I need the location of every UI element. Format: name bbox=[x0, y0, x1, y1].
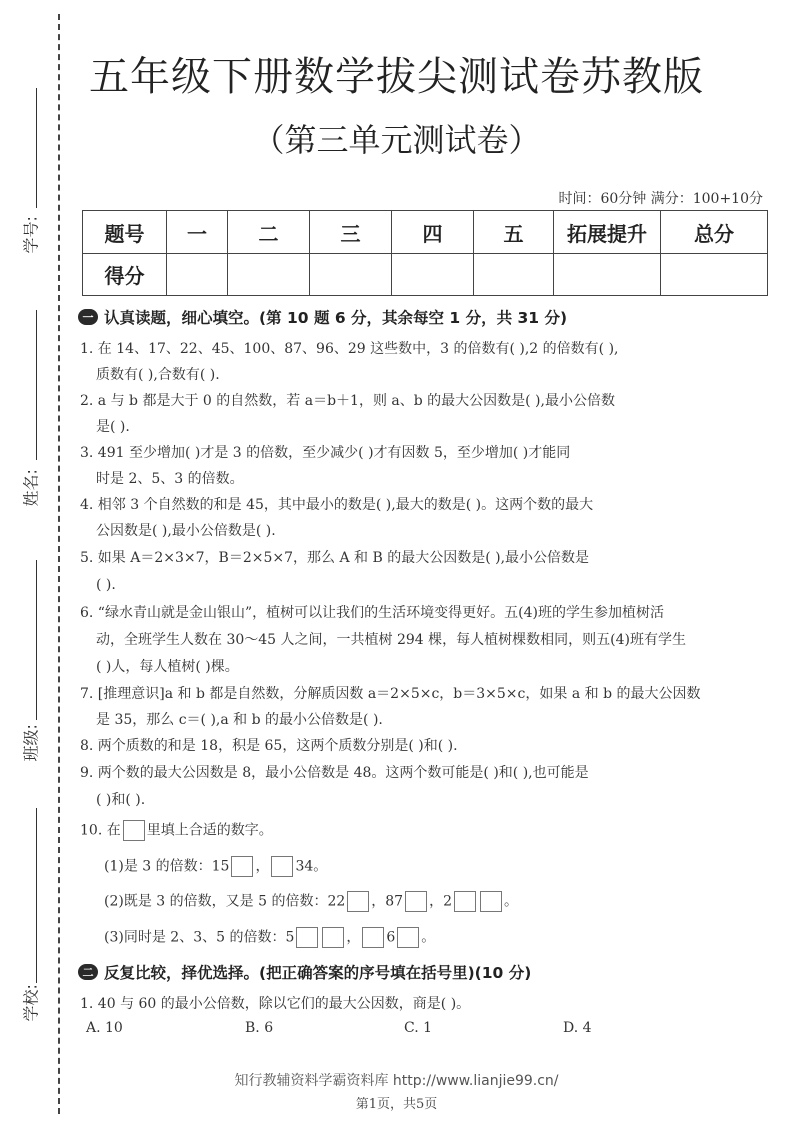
page-number: 第1页，共5页 bbox=[355, 1097, 438, 1112]
score-table bbox=[82, 210, 768, 296]
digit-box[interactable] bbox=[296, 927, 318, 948]
school-line bbox=[36, 808, 37, 983]
question-9-line-2: ( )和( ). bbox=[96, 792, 146, 808]
score-table-cell: 总分 bbox=[661, 211, 768, 254]
digit-box[interactable] bbox=[271, 856, 293, 877]
footer-source-link[interactable]: 知行教辅资料学霸资料库 http://www.lianjie99.cn/ bbox=[234, 1073, 559, 1089]
class-label: 班级: bbox=[21, 724, 41, 762]
question-1-line-1: 1. 在 14、17、22、45、100、87、96、29 这些数中，3 的倍数有( ),2 的倍数有( ), bbox=[80, 341, 619, 357]
score-table-cell: 四 bbox=[392, 211, 474, 254]
school-label: 学校: bbox=[21, 984, 41, 1022]
class-line bbox=[36, 560, 37, 720]
score-table-score-row bbox=[83, 254, 768, 296]
part-1-suffix: 34。 bbox=[295, 858, 328, 875]
question-6-line-2: 动，全班学生人数在 30～45 人之间，一共植树 294 棵，每人植树棵数相同，则五(4)班有学生 bbox=[96, 632, 686, 648]
score-input-cell[interactable] bbox=[661, 254, 768, 296]
part-2-text: (2)既是 3 的倍数，又是 5 的倍数：22 bbox=[104, 893, 346, 910]
exam-time-score-info: 时间：60分钟 满分：100+10分 bbox=[558, 191, 763, 207]
score-table-cell: 一 bbox=[167, 211, 228, 254]
score-input-cell[interactable] bbox=[554, 254, 661, 296]
name-line bbox=[36, 310, 37, 460]
question-10-part-3 bbox=[104, 927, 435, 948]
question-4-line-2: 公因数是( ),最小公倍数是( ). bbox=[96, 523, 276, 539]
part-3-text: (3)同时是 2、3、5 的倍数：5 bbox=[104, 929, 295, 946]
question-5-line-2: ( ). bbox=[96, 577, 116, 593]
digit-text: 6 bbox=[386, 929, 396, 946]
question-10-line bbox=[80, 820, 273, 841]
exam-subtitle: （第三单元测试卷） bbox=[252, 121, 541, 159]
digit-box[interactable] bbox=[347, 891, 369, 912]
section-2-title: 反复比较，择优选择。(把正确答案的序号填在括号里)(10 分) bbox=[104, 964, 532, 982]
question-4-line-1: 4. 相邻 3 个自然数的和是 45，其中最小的数是( ),最大的数是( )。这两个数的最大 bbox=[80, 497, 594, 513]
student-id-label: 学号: bbox=[21, 216, 41, 254]
part-1-text: (1)是 3 的倍数：15 bbox=[104, 858, 230, 875]
question-10-part-2 bbox=[104, 891, 518, 912]
separator: ，2 bbox=[429, 893, 453, 910]
digit-box[interactable] bbox=[405, 891, 427, 912]
question-7-line-1: 7. [推理意识]a 和 b 都是自然数，分解质因数 a＝2×5×c，b＝3×5×c，如果 a 和 b 的最大公因数 bbox=[80, 686, 701, 702]
option-b[interactable]: B. 6 bbox=[245, 1020, 274, 1036]
question-2-line-1: 2. a 与 b 都是大于 0 的自然数，若 a＝b＋1，则 a、b 的最大公因数是( ),最小公倍数 bbox=[80, 393, 615, 409]
question-3-line-2: 时是 2、5、3 的倍数。 bbox=[96, 471, 244, 487]
separator: ， bbox=[255, 858, 270, 875]
name-label: 姓名: bbox=[21, 469, 41, 507]
option-d[interactable]: D. 4 bbox=[563, 1020, 592, 1036]
section-number-badge: 一 bbox=[78, 309, 98, 325]
example-box bbox=[123, 820, 145, 841]
part-2-suffix: 。 bbox=[504, 893, 519, 910]
choice-question-1: 1. 40 与 60 的最小公倍数，除以它们的最大公因数，商是( )。 bbox=[80, 996, 471, 1012]
section-number-badge: 二 bbox=[78, 964, 98, 980]
score-input-cell[interactable] bbox=[228, 254, 310, 296]
digit-box[interactable] bbox=[362, 927, 384, 948]
score-input-cell[interactable] bbox=[392, 254, 474, 296]
score-input-cell[interactable] bbox=[474, 254, 554, 296]
score-table-cell: 拓展提升 bbox=[554, 211, 661, 254]
section-1-heading bbox=[78, 306, 567, 328]
binding-dashed-line bbox=[58, 14, 60, 1114]
question-10-text: 里填上合适的数字。 bbox=[146, 822, 273, 839]
score-table-cell: 五 bbox=[474, 211, 554, 254]
separator: ， bbox=[346, 929, 361, 946]
question-7-line-2: 是 35，那么 c＝( ),a 和 b 的最小公倍数是( ). bbox=[96, 712, 383, 728]
option-c[interactable]: C. 1 bbox=[404, 1020, 433, 1036]
question-10-prefix: 10. 在 bbox=[80, 822, 121, 839]
score-table-cell: 题号 bbox=[83, 211, 167, 254]
section-1-title: 认真读题，细心填空。(第 10 题 6 分，其余每空 1 分，共 31 分) bbox=[104, 309, 568, 327]
score-table-header-row bbox=[83, 211, 768, 254]
score-table-cell: 二 bbox=[228, 211, 310, 254]
question-5-line-1: 5. 如果 A＝2×3×7，B＝2×5×7，那么 A 和 B 的最大公因数是( ),最小公倍数是 bbox=[80, 550, 590, 566]
digit-box[interactable] bbox=[454, 891, 476, 912]
score-input-cell[interactable] bbox=[310, 254, 392, 296]
score-table-cell: 三 bbox=[310, 211, 392, 254]
question-1-line-2: 质数有( ),合数有( ). bbox=[96, 367, 220, 383]
separator: ，87 bbox=[371, 893, 404, 910]
question-8-line-1: 8. 两个质数的和是 18，积是 65，这两个质数分别是( )和( ). bbox=[80, 738, 458, 754]
question-6-line-1: 6. “绿水青山就是金山银山”，植树可以让我们的生活环境变得更好。五(4)班的学生参加植树活 bbox=[80, 605, 664, 621]
digit-box[interactable] bbox=[397, 927, 419, 948]
part-3-suffix: 。 bbox=[421, 929, 436, 946]
question-9-line-1: 9. 两个数的最大公因数是 8，最小公倍数是 48。这两个数可能是( )和( ),也可能是 bbox=[80, 765, 589, 781]
section-2-heading bbox=[78, 961, 531, 983]
question-2-line-2: 是( ). bbox=[96, 419, 130, 435]
option-a[interactable]: A. 10 bbox=[86, 1020, 123, 1036]
digit-box[interactable] bbox=[480, 891, 502, 912]
exam-title: 五年级下册数学拔尖测试卷苏教版 bbox=[89, 54, 704, 100]
question-10-part-1 bbox=[104, 856, 327, 877]
question-3-line-1: 3. 491 至少增加( )才是 3 的倍数，至少减少( )才有因数 5，至少增加( )才能同 bbox=[80, 445, 571, 461]
score-table-cell: 得分 bbox=[83, 254, 167, 296]
score-input-cell[interactable] bbox=[167, 254, 228, 296]
digit-box[interactable] bbox=[322, 927, 344, 948]
digit-box[interactable] bbox=[231, 856, 253, 877]
question-6-line-3: ( )人，每人植树( )棵。 bbox=[96, 659, 239, 675]
